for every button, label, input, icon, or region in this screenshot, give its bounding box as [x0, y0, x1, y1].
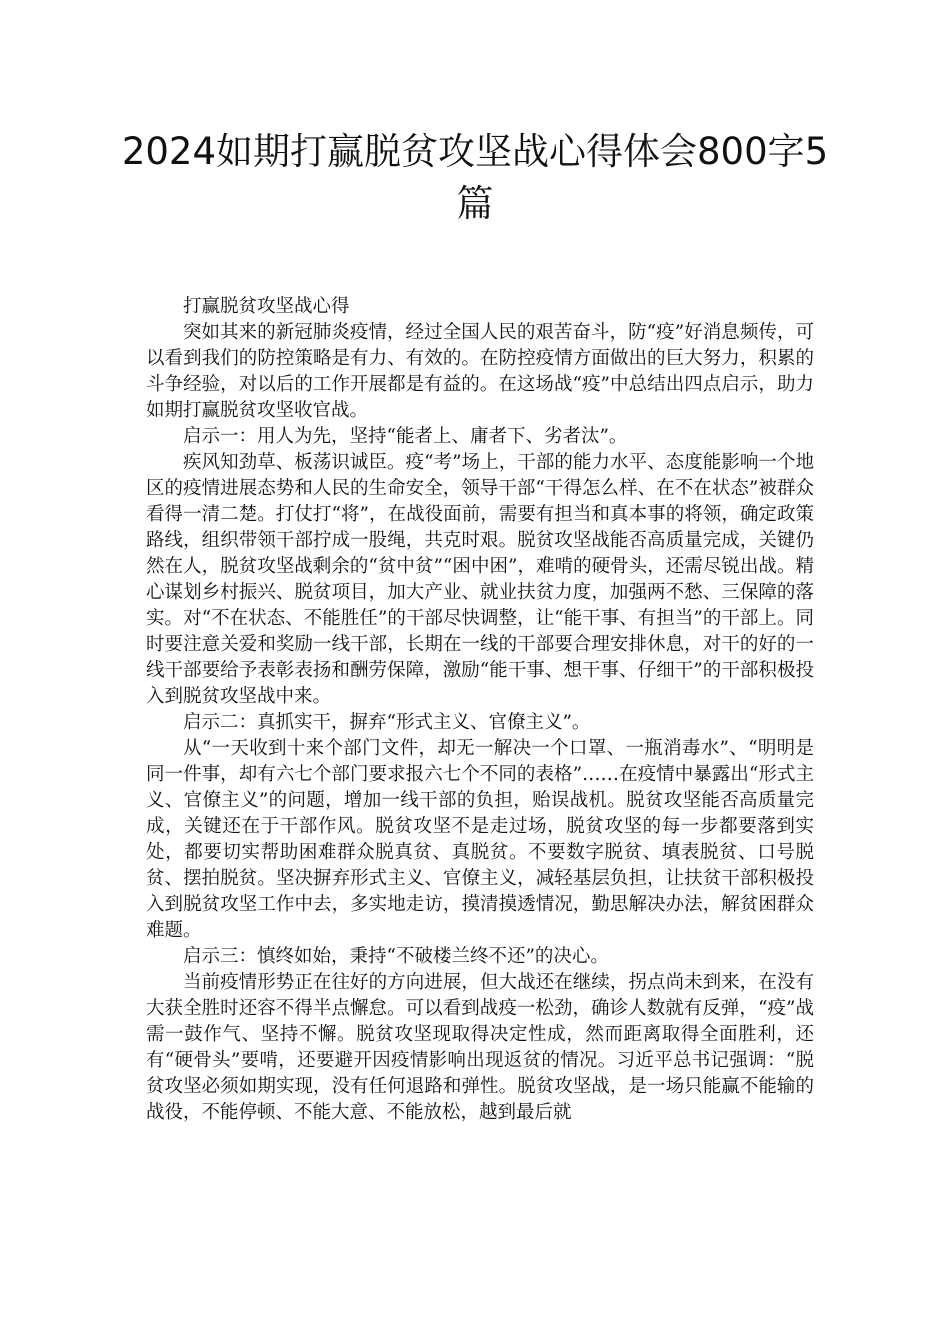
- insight-heading-2: 启示二：真抓实干，摒弃“形式主义、官僚主义”。: [183, 712, 591, 733]
- paragraph-insight-3: 当前疫情形势正在往好的方向进展，但大战还在继续，拐点尚未到来，在没有大获全胜时还容不得半点懈怠。可以看到战疫一松劲，确诊人数就有反弹，“疫”战需一鼓作气、坚持不懈。脱贫攻坚现取得决定性成，然而距离取得全面胜利，还有“硬骨头”要啃，还要避开因疫情影响出现返贫的情况。习近平总书记强调：“脱贫攻坚必须如期实现，没有任何退路和弹性。脱贫攻坚战，是一场只能赢不能输的战役，不能停顿、不能大意、不能放松，越到最后就: [146, 972, 814, 1123]
- paragraph-insight-1: 疾风知劲草、板荡识诚臣。疫“考”场上，干部的能力水平、态度能影响一个地区的疫情进展态势和人民的生命安全，领导干部“干得怎么样、在不在状态”被群众看得一清二楚。打仗打“将”，在战役面前，需要有担当和真本事的将领，确定政策路线，组织带领干部拧成一股绳，共克时艰。脱贫攻坚战能否高质量完成，关键仍然在人，脱贫攻坚战剩余的“贫中贫”“困中困”，难啃的硬骨头，还需尽锐出战。精心谋划乡村振兴、脱贫项目，加大产业、就业扶贫力度，加强两不愁、三保障的落实。对“不在状态、不能胜任”的干部尽快调整，让“能干事、有担当”的干部上。同时要注意关爱和奖励一线干部，长期在一线的干部要合理安排休息，对干的好的一线干部要给予表彰表扬和酬劳保障，激励“能干事、想干事、仔细干”的干部积极投入到脱贫攻坚战中来。: [146, 452, 814, 707]
- document-body: [146, 294, 814, 1126]
- document-title: 2024如期打赢脱贫攻坚战心得体会800字5篇: [121, 130, 829, 225]
- insight-heading-3: 启示三：慎终如始，秉持“不破楼兰终不还”的决心。: [183, 946, 609, 967]
- paragraph-intro: 突如其来的新冠肺炎疫情，经过全国人民的艰苦奋斗，防“疫”好消息频传，可以看到我们的防控策略是有力、有效的。在防控疫情方面做出的巨大努力，积累的斗争经验，对以后的工作开展都是有益的。在这场战“疫”中总结出四点启示，助力如期打赢脱贫攻坚收官战。: [146, 322, 814, 421]
- insight-heading-1: 启示一：用人为先，坚持“能者上、庸者下、劣者汰”。: [183, 426, 628, 447]
- section-heading: 打赢脱贫攻坚战心得: [183, 296, 350, 317]
- paragraph-insight-2: 从“一天收到十来个部门文件，却无一解决一个口罩、一瓶消毒水”、“明明是同一件事，却有六七个部门要求报六七个不同的表格”……在疫情中暴露出“形式主义、官僚主义”的问题，增加一线干部的负担，贻误战机。脱贫攻坚能否高质量完成，关键还在于干部作风。脱贫攻坚不是走过场，脱贫攻坚的每一步都要落到实处，都要切实帮助困难群众脱真贫、真脱贫。不要数字脱贫、填表脱贫、口号脱贫、摆拍脱贫。坚决摒弃形式主义、官僚主义，减轻基层负担，让扶贫干部积极投入到脱贫攻坚工作中去，多实地走访，摸清摸透情况，勤思解决办法，解贫困群众难题。: [146, 738, 814, 941]
